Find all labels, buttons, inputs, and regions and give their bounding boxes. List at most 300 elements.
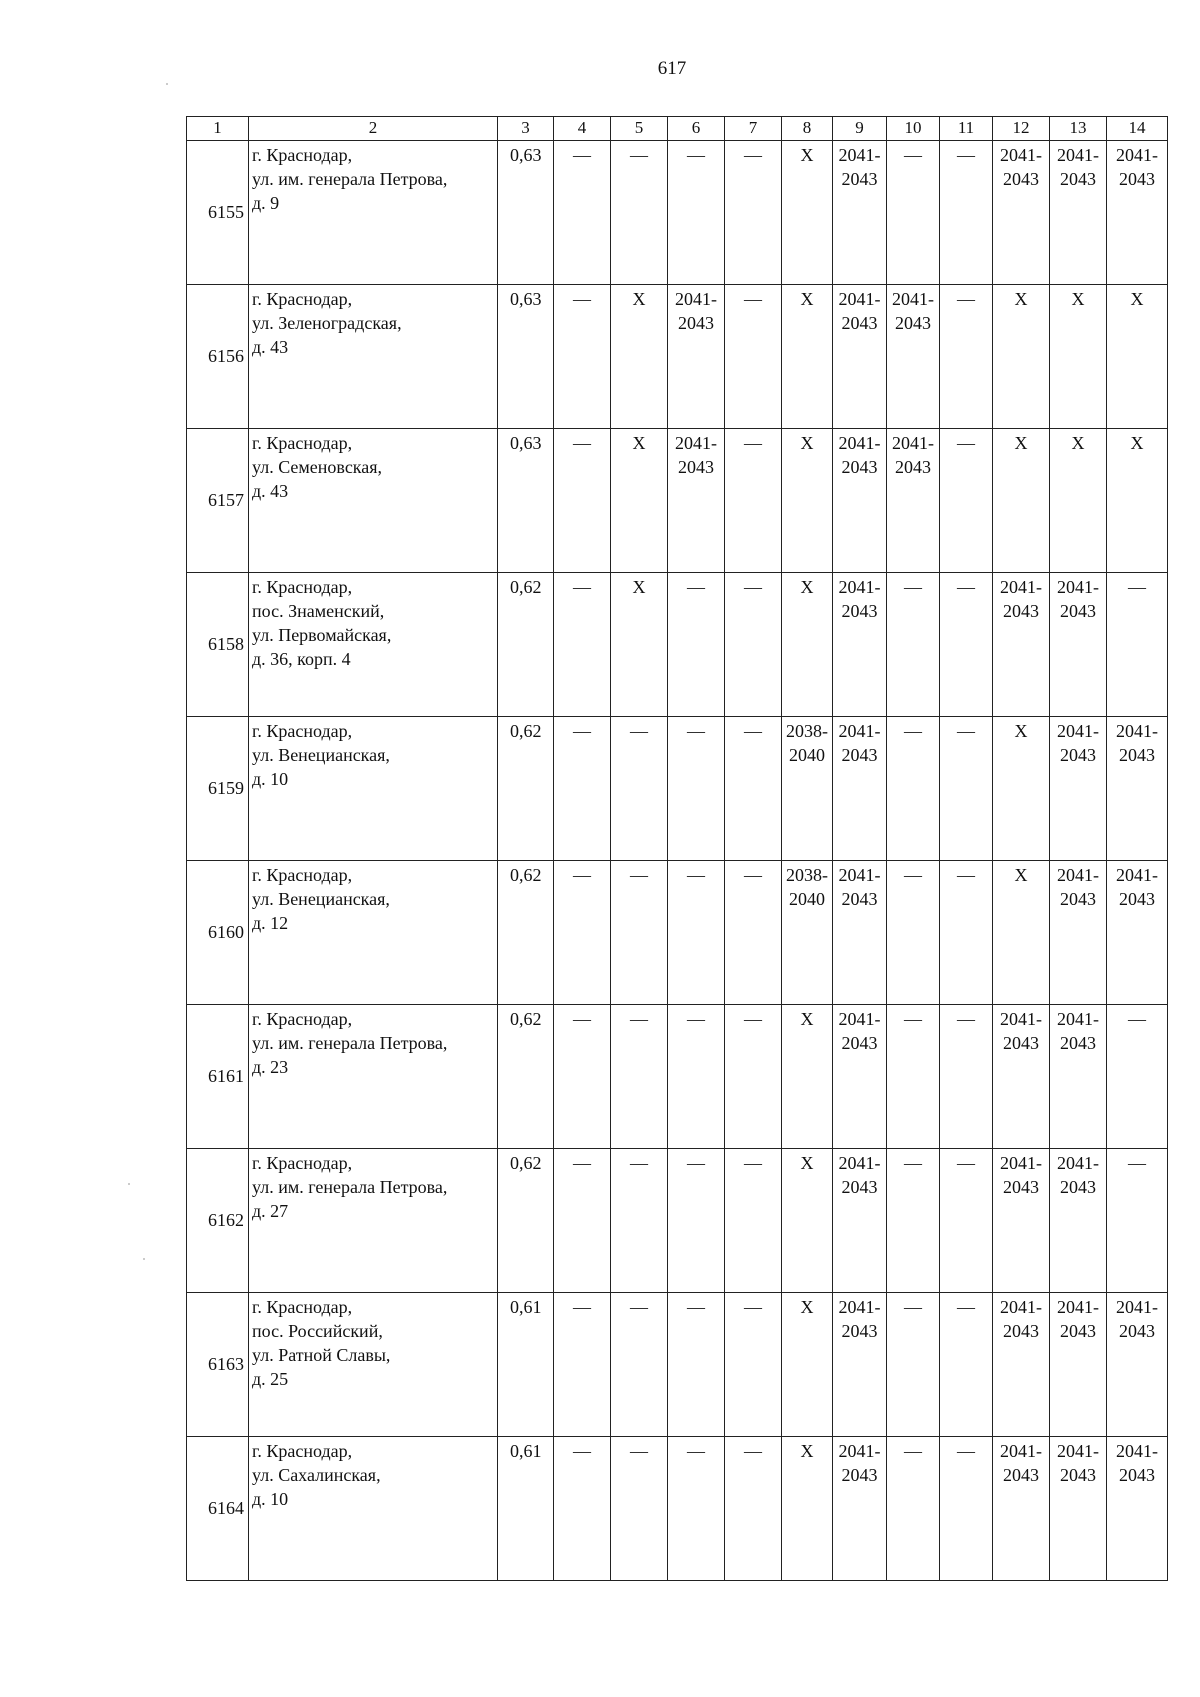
address-line: ул. Семеновская, bbox=[252, 457, 383, 477]
cell-value: — bbox=[744, 1009, 762, 1029]
status-cell bbox=[611, 717, 668, 861]
value-cell: 0,63 bbox=[498, 429, 554, 573]
cell-value: X bbox=[632, 289, 646, 309]
cell-value: X bbox=[1130, 289, 1144, 309]
cell-value: X bbox=[1014, 433, 1028, 453]
cell-value: — bbox=[904, 1441, 922, 1461]
cell-value: X bbox=[800, 577, 814, 597]
address-line: ул. Сахалинская, bbox=[252, 1465, 381, 1485]
cell-value: — bbox=[573, 1297, 591, 1317]
address-line: д. 27 bbox=[252, 1201, 289, 1221]
column-header: 3 bbox=[498, 117, 554, 141]
status-cell bbox=[940, 717, 993, 861]
cell-value: — bbox=[904, 1009, 922, 1029]
status-cell bbox=[993, 717, 1050, 861]
cell-value: 2043 bbox=[841, 745, 878, 765]
status-cell bbox=[725, 1437, 782, 1581]
status-cell bbox=[833, 1149, 887, 1293]
status-cell bbox=[1107, 285, 1168, 429]
status-cell bbox=[940, 141, 993, 285]
status-cell bbox=[725, 429, 782, 573]
cell-value: 2041- bbox=[1000, 1441, 1042, 1461]
address-cell bbox=[249, 717, 498, 861]
row-number-cell: 6164 bbox=[187, 1437, 249, 1581]
cell-value: 2041- bbox=[838, 1441, 881, 1461]
status-cell bbox=[887, 1149, 940, 1293]
cell-value: — bbox=[904, 721, 922, 741]
row-number-cell: 6161 bbox=[187, 1005, 249, 1149]
status-cell bbox=[782, 717, 833, 861]
cell-value: — bbox=[573, 433, 591, 453]
cell-value: 2043 bbox=[1003, 1321, 1039, 1341]
address-line: г. Краснодар, bbox=[252, 721, 353, 741]
address-cell bbox=[249, 141, 498, 285]
address-line: д. 9 bbox=[252, 193, 280, 213]
address-line: ул. Ратной Славы, bbox=[252, 1345, 391, 1365]
status-cell bbox=[554, 285, 611, 429]
row-number-cell: 6160 bbox=[187, 861, 249, 1005]
cell-value: X bbox=[800, 145, 814, 165]
status-cell bbox=[940, 429, 993, 573]
status-cell bbox=[554, 861, 611, 1005]
cell-value: — bbox=[573, 865, 591, 885]
address-line: ул. Зеленоградская, bbox=[252, 313, 402, 333]
status-cell bbox=[611, 1005, 668, 1149]
cell-value: 2041- bbox=[892, 289, 934, 309]
cell-value: 2040 bbox=[789, 889, 825, 909]
status-cell bbox=[554, 1293, 611, 1437]
cell-value: 2041- bbox=[838, 1153, 881, 1173]
status-cell bbox=[782, 1293, 833, 1437]
address-line: г. Краснодар, bbox=[252, 289, 353, 309]
row-number-cell: 6155 bbox=[187, 141, 249, 285]
address-cell bbox=[249, 285, 498, 429]
cell-value: 2041- bbox=[1057, 865, 1099, 885]
cell-value: — bbox=[630, 865, 648, 885]
cell-value: 2043 bbox=[841, 169, 878, 189]
column-header: 11 bbox=[940, 117, 993, 141]
status-cell bbox=[833, 429, 887, 573]
status-cell bbox=[668, 285, 725, 429]
status-cell bbox=[833, 717, 887, 861]
cell-value: X bbox=[800, 1297, 814, 1317]
address-line: г. Краснодар, bbox=[252, 1441, 353, 1461]
status-cell bbox=[833, 1437, 887, 1581]
status-cell bbox=[668, 717, 725, 861]
cell-value: 2043 bbox=[895, 313, 931, 333]
scan-artifact bbox=[128, 1183, 130, 1185]
status-cell bbox=[668, 429, 725, 573]
status-cell bbox=[1050, 717, 1107, 861]
cell-value: 2041- bbox=[1000, 577, 1042, 597]
value-cell: 0,63 bbox=[498, 285, 554, 429]
cell-value: — bbox=[744, 145, 762, 165]
cell-value: X bbox=[800, 289, 814, 309]
cell-value: X bbox=[1014, 865, 1028, 885]
cell-value: — bbox=[744, 577, 762, 597]
cell-value: — bbox=[957, 1153, 975, 1173]
address-cell bbox=[249, 1005, 498, 1149]
status-cell bbox=[993, 1005, 1050, 1149]
cell-value: — bbox=[573, 577, 591, 597]
status-cell bbox=[833, 141, 887, 285]
cell-value: — bbox=[904, 1153, 922, 1173]
table-row bbox=[187, 573, 1168, 717]
status-cell bbox=[993, 1293, 1050, 1437]
status-cell bbox=[611, 573, 668, 717]
table-body bbox=[187, 141, 1168, 1581]
status-cell bbox=[611, 1149, 668, 1293]
status-cell bbox=[940, 1437, 993, 1581]
table-row bbox=[187, 141, 1168, 285]
cell-value: 2043 bbox=[1119, 889, 1155, 909]
cell-value: 2041- bbox=[1116, 721, 1158, 741]
cell-value: — bbox=[957, 1297, 975, 1317]
status-cell bbox=[833, 573, 887, 717]
scan-artifact bbox=[143, 1258, 145, 1260]
status-cell bbox=[1107, 573, 1168, 717]
status-cell bbox=[554, 717, 611, 861]
status-cell bbox=[554, 573, 611, 717]
status-cell bbox=[993, 429, 1050, 573]
cell-value: X bbox=[1071, 289, 1085, 309]
cell-value: 2041- bbox=[1057, 145, 1099, 165]
status-cell bbox=[782, 1149, 833, 1293]
cell-value: 2041- bbox=[1057, 1153, 1099, 1173]
address-line: д. 10 bbox=[252, 1489, 289, 1509]
status-cell bbox=[993, 1437, 1050, 1581]
cell-value: 2043 bbox=[1060, 1177, 1096, 1197]
status-cell bbox=[833, 1293, 887, 1437]
cell-value: 2041- bbox=[1116, 145, 1158, 165]
cell-value: — bbox=[687, 1441, 705, 1461]
status-cell bbox=[833, 1005, 887, 1149]
status-cell bbox=[887, 1437, 940, 1581]
cell-value: — bbox=[1128, 1009, 1146, 1029]
status-cell bbox=[887, 573, 940, 717]
value-cell: 0,62 bbox=[498, 861, 554, 1005]
status-cell bbox=[1107, 861, 1168, 1005]
status-cell bbox=[1050, 285, 1107, 429]
cell-value: — bbox=[687, 1009, 705, 1029]
value-cell: 0,62 bbox=[498, 717, 554, 861]
status-cell bbox=[940, 1149, 993, 1293]
address-line: пос. Российский, bbox=[252, 1321, 383, 1341]
cell-value: 2043 bbox=[1003, 601, 1039, 621]
cell-value: — bbox=[687, 865, 705, 885]
cell-value: X bbox=[800, 1441, 814, 1461]
cell-value: X bbox=[800, 433, 814, 453]
column-header: 5 bbox=[611, 117, 668, 141]
address-line: г. Краснодар, bbox=[252, 433, 353, 453]
table-header-row bbox=[187, 117, 1168, 141]
cell-value: — bbox=[1128, 577, 1146, 597]
cell-value: 2043 bbox=[841, 889, 878, 909]
cell-value: 2041- bbox=[675, 289, 717, 309]
cell-value: — bbox=[630, 1441, 648, 1461]
address-line: ул. Венецианская, bbox=[252, 889, 390, 909]
status-cell bbox=[782, 141, 833, 285]
cell-value: — bbox=[904, 577, 922, 597]
cell-value: 2043 bbox=[841, 1321, 878, 1341]
cell-value: — bbox=[573, 145, 591, 165]
column-header: 12 bbox=[993, 117, 1050, 141]
status-cell bbox=[1107, 141, 1168, 285]
status-cell bbox=[668, 573, 725, 717]
cell-value: 2041- bbox=[1116, 865, 1158, 885]
status-cell bbox=[668, 861, 725, 1005]
cell-value: 2043 bbox=[1003, 1465, 1039, 1485]
cell-value: — bbox=[573, 289, 591, 309]
status-cell bbox=[725, 1149, 782, 1293]
cell-value: 2043 bbox=[895, 457, 931, 477]
status-cell bbox=[782, 429, 833, 573]
address-line: г. Краснодар, bbox=[252, 1297, 353, 1317]
cell-value: — bbox=[630, 1009, 648, 1029]
cell-value: 2041- bbox=[838, 865, 881, 885]
status-cell bbox=[1107, 717, 1168, 861]
status-cell bbox=[611, 141, 668, 285]
table-row bbox=[187, 429, 1168, 573]
value-cell: 0,62 bbox=[498, 1005, 554, 1149]
column-header: 4 bbox=[554, 117, 611, 141]
cell-value: 2041- bbox=[1116, 1297, 1158, 1317]
cell-value: — bbox=[687, 1297, 705, 1317]
cell-value: — bbox=[687, 1153, 705, 1173]
cell-value: 2043 bbox=[841, 313, 878, 333]
address-line: д. 36, корп. 4 bbox=[252, 649, 351, 669]
cell-value: X bbox=[632, 433, 646, 453]
status-cell bbox=[940, 573, 993, 717]
status-cell bbox=[1050, 1005, 1107, 1149]
cell-value: 2043 bbox=[1060, 1321, 1096, 1341]
address-line: ул. Венецианская, bbox=[252, 745, 390, 765]
cell-value: 2043 bbox=[1060, 169, 1096, 189]
cell-value: X bbox=[1014, 721, 1028, 741]
address-line: д. 10 bbox=[252, 769, 289, 789]
row-number-cell: 6159 bbox=[187, 717, 249, 861]
status-cell bbox=[668, 1005, 725, 1149]
cell-value: — bbox=[744, 433, 762, 453]
cell-value: — bbox=[573, 1441, 591, 1461]
column-header: 1 bbox=[187, 117, 249, 141]
value-cell: 0,61 bbox=[498, 1437, 554, 1581]
status-cell bbox=[611, 1293, 668, 1437]
status-cell bbox=[611, 429, 668, 573]
cell-value: 2043 bbox=[1119, 745, 1155, 765]
status-cell bbox=[940, 861, 993, 1005]
value-cell: 0,62 bbox=[498, 573, 554, 717]
address-line: ул. им. генерала Петрова, bbox=[252, 1177, 448, 1197]
cell-value: 2043 bbox=[1060, 1033, 1096, 1053]
cell-value: 2041- bbox=[1057, 1009, 1099, 1029]
column-header: 13 bbox=[1050, 117, 1107, 141]
address-line: г. Краснодар, bbox=[252, 145, 353, 165]
table-row bbox=[187, 1149, 1168, 1293]
address-line: д. 12 bbox=[252, 913, 289, 933]
status-cell bbox=[833, 861, 887, 1005]
value-cell: 0,62 bbox=[498, 1149, 554, 1293]
cell-value: 2041- bbox=[1000, 1009, 1042, 1029]
status-cell bbox=[611, 285, 668, 429]
cell-value: 2041- bbox=[892, 433, 934, 453]
cell-value: 2043 bbox=[841, 1465, 878, 1485]
cell-value: X bbox=[800, 1009, 814, 1029]
cell-value: — bbox=[687, 577, 705, 597]
status-cell bbox=[782, 1437, 833, 1581]
cell-value: — bbox=[630, 721, 648, 741]
cell-value: 2041- bbox=[675, 433, 717, 453]
table-row bbox=[187, 717, 1168, 861]
status-cell bbox=[833, 285, 887, 429]
address-line: г. Краснодар, bbox=[252, 1153, 353, 1173]
cell-value: 2041- bbox=[838, 577, 881, 597]
cell-value: 2041- bbox=[1000, 1153, 1042, 1173]
status-cell bbox=[887, 1005, 940, 1149]
status-cell bbox=[725, 285, 782, 429]
address-line: д. 25 bbox=[252, 1369, 289, 1389]
cell-value: 2041- bbox=[1057, 577, 1099, 597]
cell-value: — bbox=[957, 865, 975, 885]
status-cell bbox=[940, 1293, 993, 1437]
cell-value: — bbox=[744, 1441, 762, 1461]
cell-value: 2043 bbox=[1003, 169, 1039, 189]
cell-value: — bbox=[957, 577, 975, 597]
table-row bbox=[187, 1437, 1168, 1581]
status-cell bbox=[940, 285, 993, 429]
cell-value: — bbox=[957, 289, 975, 309]
scan-artifact bbox=[166, 83, 168, 85]
table-header bbox=[187, 117, 1168, 141]
cell-value: — bbox=[630, 1297, 648, 1317]
cell-value: X bbox=[1130, 433, 1144, 453]
cell-value: 2041- bbox=[1000, 1297, 1042, 1317]
status-cell bbox=[554, 1437, 611, 1581]
status-cell bbox=[1050, 861, 1107, 1005]
status-cell bbox=[1107, 1149, 1168, 1293]
cell-value: 2043 bbox=[678, 313, 714, 333]
cell-value: — bbox=[687, 145, 705, 165]
cell-value: — bbox=[573, 721, 591, 741]
address-line: д. 23 bbox=[252, 1057, 289, 1077]
cell-value: — bbox=[904, 865, 922, 885]
cell-value: 2041- bbox=[838, 145, 881, 165]
status-cell bbox=[554, 1005, 611, 1149]
cell-value: 2043 bbox=[1060, 889, 1096, 909]
status-cell bbox=[1107, 1293, 1168, 1437]
cell-value: — bbox=[630, 1153, 648, 1173]
cell-value: 2040 bbox=[789, 745, 825, 765]
cell-value: 2043 bbox=[1060, 745, 1096, 765]
table-row bbox=[187, 285, 1168, 429]
address-line: г. Краснодар, bbox=[252, 577, 353, 597]
cell-value: — bbox=[573, 1009, 591, 1029]
cell-value: — bbox=[744, 721, 762, 741]
cell-value: 2041- bbox=[838, 721, 881, 741]
cell-value: 2041- bbox=[838, 1297, 881, 1317]
cell-value: 2043 bbox=[1119, 169, 1155, 189]
status-cell bbox=[668, 141, 725, 285]
status-cell bbox=[1050, 1293, 1107, 1437]
cell-value: 2041- bbox=[1000, 145, 1042, 165]
cell-value: 2041- bbox=[1116, 1441, 1158, 1461]
address-cell bbox=[249, 1437, 498, 1581]
cell-value: — bbox=[957, 433, 975, 453]
column-header: 8 bbox=[782, 117, 833, 141]
address-line: ул. Первомайская, bbox=[252, 625, 392, 645]
column-header: 10 bbox=[887, 117, 940, 141]
status-cell bbox=[993, 573, 1050, 717]
status-cell bbox=[993, 141, 1050, 285]
cell-value: X bbox=[1014, 289, 1028, 309]
cell-value: — bbox=[904, 145, 922, 165]
data-table bbox=[186, 116, 1168, 1581]
address-cell bbox=[249, 573, 498, 717]
cell-value: 2043 bbox=[1060, 601, 1096, 621]
address-line: пос. Знаменский, bbox=[252, 601, 385, 621]
cell-value: 2043 bbox=[841, 601, 878, 621]
cell-value: — bbox=[744, 1153, 762, 1173]
status-cell bbox=[1107, 1437, 1168, 1581]
address-line: д. 43 bbox=[252, 481, 289, 501]
cell-value: 2041- bbox=[838, 289, 881, 309]
status-cell bbox=[993, 1149, 1050, 1293]
status-cell bbox=[725, 861, 782, 1005]
cell-value: 2043 bbox=[1119, 1465, 1155, 1485]
address-cell bbox=[249, 1149, 498, 1293]
status-cell bbox=[725, 717, 782, 861]
address-cell bbox=[249, 429, 498, 573]
row-number-cell: 6158 bbox=[187, 573, 249, 717]
table-row bbox=[187, 1293, 1168, 1437]
value-cell: 0,63 bbox=[498, 141, 554, 285]
cell-value: — bbox=[1128, 1153, 1146, 1173]
value-cell: 0,61 bbox=[498, 1293, 554, 1437]
status-cell bbox=[993, 861, 1050, 1005]
status-cell bbox=[887, 141, 940, 285]
status-cell bbox=[1050, 573, 1107, 717]
cell-value: — bbox=[957, 721, 975, 741]
cell-value: — bbox=[744, 289, 762, 309]
cell-value: — bbox=[957, 1009, 975, 1029]
row-number-cell: 6162 bbox=[187, 1149, 249, 1293]
row-number-cell: 6157 bbox=[187, 429, 249, 573]
status-cell bbox=[611, 861, 668, 1005]
status-cell bbox=[782, 573, 833, 717]
status-cell bbox=[1050, 141, 1107, 285]
cell-value: — bbox=[957, 1441, 975, 1461]
cell-value: 2041- bbox=[838, 1009, 881, 1029]
row-number-cell: 6156 bbox=[187, 285, 249, 429]
address-cell bbox=[249, 861, 498, 1005]
table-row bbox=[187, 861, 1168, 1005]
status-cell bbox=[887, 717, 940, 861]
cell-value: 2043 bbox=[1003, 1033, 1039, 1053]
status-cell bbox=[554, 1149, 611, 1293]
cell-value: 2041- bbox=[1057, 1297, 1099, 1317]
column-header: 6 bbox=[668, 117, 725, 141]
cell-value: 2041- bbox=[1057, 721, 1099, 741]
cell-value: 2043 bbox=[1003, 1177, 1039, 1197]
cell-value: 2043 bbox=[841, 1033, 878, 1053]
status-cell bbox=[725, 1293, 782, 1437]
page-number: 617 bbox=[657, 58, 687, 79]
cell-value: — bbox=[904, 1297, 922, 1317]
cell-value: 2043 bbox=[1119, 1321, 1155, 1341]
address-line: г. Краснодар, bbox=[252, 1009, 353, 1029]
status-cell bbox=[668, 1149, 725, 1293]
cell-value: — bbox=[573, 1153, 591, 1173]
